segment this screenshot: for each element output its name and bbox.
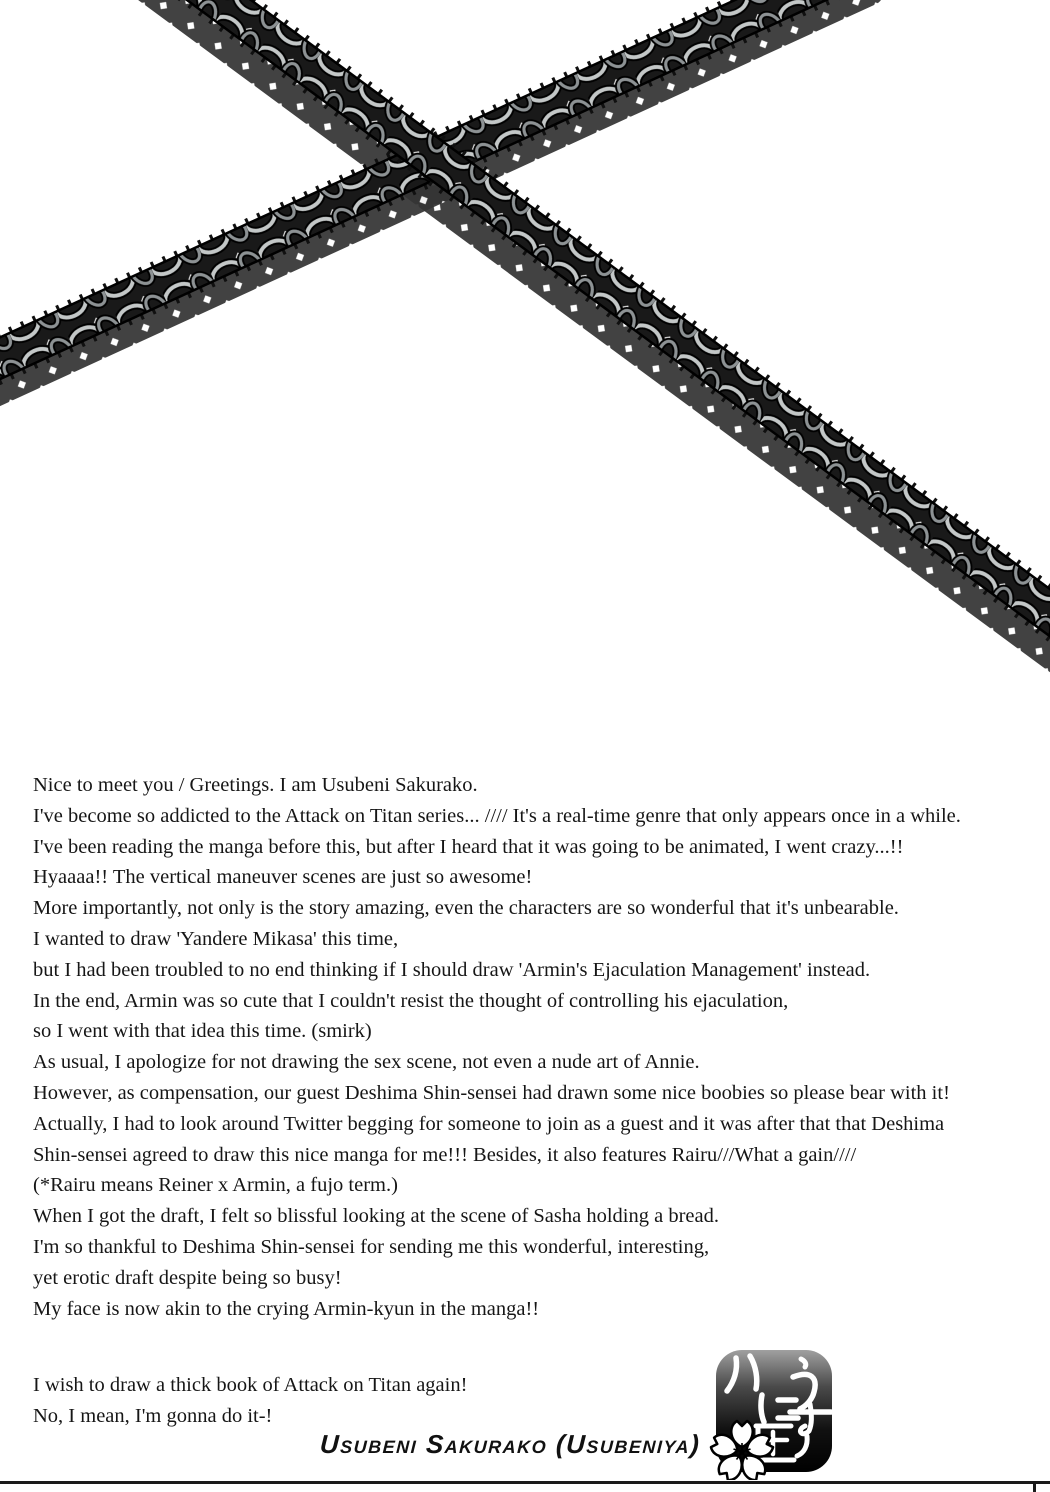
afterword-line: When I got the draft, I felt so blissful looking at the scene of Sasha holding a bread. — [33, 1205, 719, 1228]
afterword-line: As usual, I apologize for not drawing the sex scene, not even a nude art of Annie. — [33, 1051, 700, 1074]
afterword-line — [33, 1324, 1043, 1370]
afterword-line: My face is now akin to the crying Armin-kyun in the manga!! — [33, 1297, 540, 1320]
afterword-line: I've been reading the manga before this, but after I heard that it was going to be animated, I went crazy...!! — [33, 835, 904, 858]
usubeniya-logo — [698, 1346, 838, 1480]
afterword-line: Shin-sensei agreed to draw this nice manga for me!!! Besides, it also features Rairu///What a gain//// — [33, 1143, 857, 1166]
bottom-rule — [0, 1481, 1050, 1484]
afterword-line: I'm so thankful to Deshima Shin-sensei for sending me this wonderful, interesting, — [33, 1235, 710, 1258]
afterword-line: In the end, Armin was so cute that I couldn't resist the thought of controlling his ejaculation, — [33, 989, 789, 1012]
afterword-line: Nice to meet you / Greetings. I am Usubeni Sakurako. — [33, 774, 478, 796]
afterword-line: More importantly, not only is the story amazing, even the characters are so wonderful that it's unbearable. — [33, 897, 899, 920]
afterword-line: I wanted to draw 'Yandere Mikasa' this time, — [33, 927, 399, 950]
afterword-line: Actually, I had to look around Twitter begging for someone to join as a guest and it was after that that Deshima — [33, 1112, 945, 1135]
bottom-rule-end-tick — [1033, 1481, 1036, 1492]
afterword-line: However, as compensation, our guest Deshima Shin-sensei had drawn some nice boobies so please bear with it! — [33, 1081, 950, 1104]
crossed-chains-illustration — [0, 0, 1050, 690]
afterword-line: but I had been troubled to no end thinking if I should draw 'Armin's Ejaculation Management' instead. — [33, 958, 871, 981]
afterword-line: Hyaaaa!! The vertical maneuver scenes are just so awesome! — [33, 866, 533, 889]
afterword-line: (*Rairu means Reiner x Armin, a fujo term.) — [33, 1174, 398, 1197]
afterword-line: I've become so addicted to the Attack on Titan series... //// It's a real-time genre that only appears once in a while. — [33, 804, 961, 827]
afterword-line: so I went with that idea this time. (smirk) — [33, 1020, 372, 1043]
afterword-text — [33, 770, 1043, 1432]
afterword-line: I wish to draw a thick book of Attack on Titan again! — [33, 1374, 468, 1397]
afterword-line: No, I mean, I'm gonna do it-! — [33, 1405, 273, 1428]
artist-signature: Usubeni Sakurako (Usubeniya) — [319, 1429, 702, 1459]
afterword-line: yet erotic draft despite being so busy! — [33, 1266, 342, 1289]
